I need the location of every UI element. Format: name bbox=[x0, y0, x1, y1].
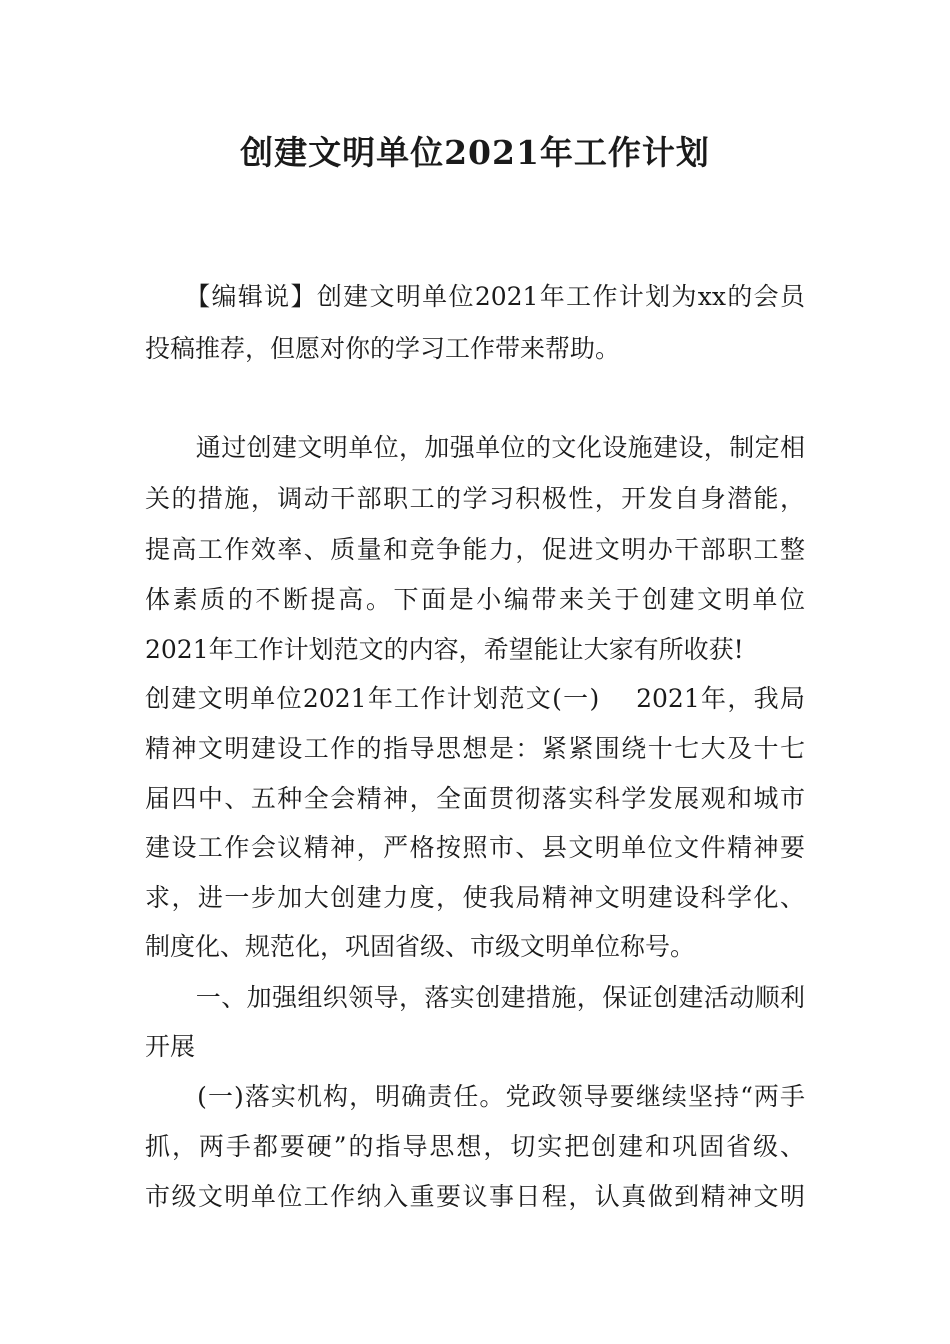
text-line: 提高工作效率、质量和竞争能力，促进文明办干部职工整 bbox=[145, 535, 805, 564]
document-title: 创建文明单位2021年工作计划 bbox=[240, 133, 710, 172]
text-line: 投稿推荐，但愿对你的学习工作带来帮助。 bbox=[145, 334, 621, 363]
text-line: 抓，两手都要硬”的指导思想，切实把创建和巩固省级、 bbox=[145, 1132, 805, 1161]
section-heading: 开展 bbox=[145, 1032, 196, 1061]
text-line: 2021年工作计划范文的内容，希望能让大家有所收获! bbox=[145, 635, 744, 664]
text-line: 市级文明单位工作纳入重要议事日程，认真做到精神文明 bbox=[145, 1182, 805, 1211]
text-line: (一)落实机构，明确责任。党政领导要继续坚持“两手 bbox=[145, 1082, 805, 1111]
text-line: 求，进一步加大创建力度，使我局精神文明建设科学化、 bbox=[145, 883, 805, 912]
text-line: 建设工作会议精神，严格按照市、县文明单位文件精神要 bbox=[145, 833, 805, 862]
text-line: 届四中、五种全会精神，全面贯彻落实科学发展观和城市 bbox=[145, 784, 805, 813]
text-line: 【编辑说】创建文明单位2021年工作计划为xx的会员 bbox=[145, 282, 805, 311]
text-line: 体素质的不断提高。下面是小编带来关于创建文明单位 bbox=[145, 585, 805, 614]
text-line: 关的措施，调动干部职工的学习积极性，开发自身潜能， bbox=[145, 484, 805, 513]
text-line: 通过创建文明单位，加强单位的文化设施建设，制定相 bbox=[145, 433, 805, 462]
text-line: 精神文明建设工作的指导思想是：紧紧围绕十七大及十七 bbox=[145, 734, 805, 763]
text-line: 制度化、规范化，巩固省级、市级文明单位称号。 bbox=[145, 932, 696, 961]
text-line: 创建文明单位2021年工作计划范文(一) 2021年，我局 bbox=[145, 684, 805, 713]
section-heading: 一、加强组织领导，落实创建措施，保证创建活动顺利 bbox=[145, 983, 805, 1012]
